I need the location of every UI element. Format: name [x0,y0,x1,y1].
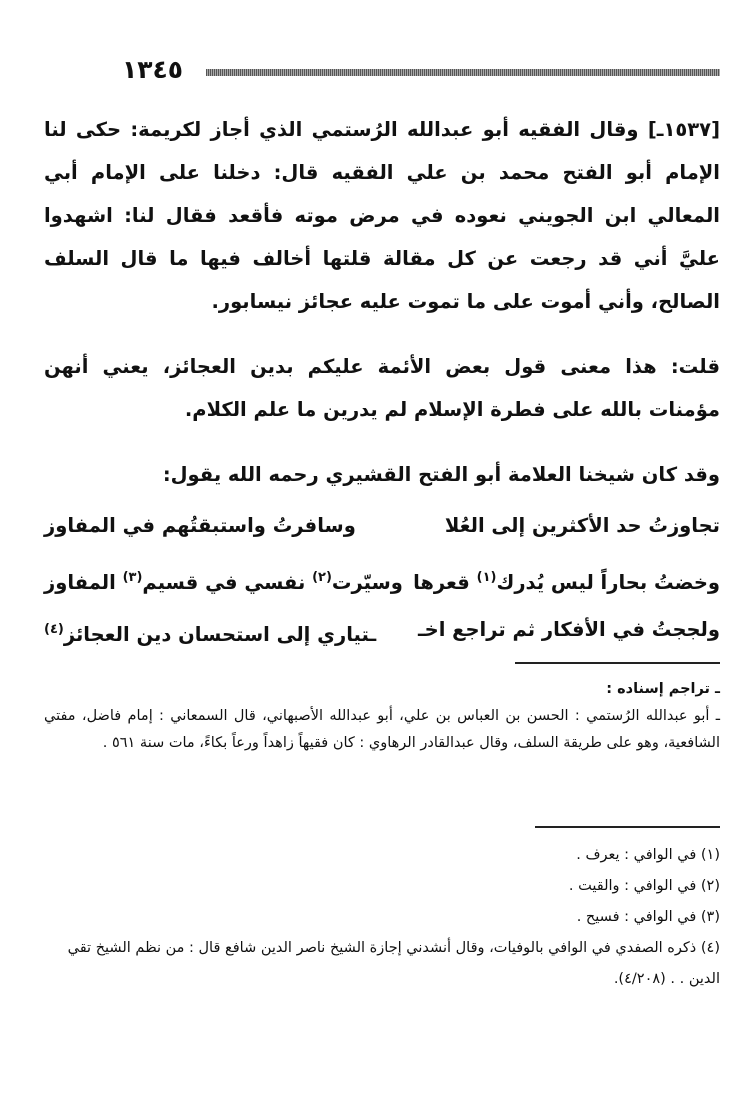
header-rule [206,69,720,76]
poem-verse-1 [44,506,720,546]
verse-2-second-start: وسيّرت [331,571,403,594]
footnote-2: (٢) في الوافي : والقيت . [568,878,720,894]
poem-verse-2 [44,558,720,598]
tarajim-heading: ـ تراجم إسناده : [606,681,720,697]
page-number: ١٣٤٥ [122,55,184,84]
verse-2-second-hemistich [44,558,403,603]
footnote-4: (٤) ذكره الصفدي في الوافي بالوفيات، وقال أنشدني إجازة الشيخ ناصر الدين شافع قال : من نظم الشيخ تقي الدين . . (٤/٢٠٨). [67,940,720,987]
footnote-3: (٣) في الوافي : فسيح . [576,909,720,925]
paragraph-commentary: قلت: هذا معنى قول بعض الأئمة عليكم بدين العجائز، يعني أنهن مؤمنات بالله على فطرة الإسلام لم يدرين ما علم الكلام. [44,355,720,421]
poem-verse-3 [44,610,720,650]
footnote-ref-1: (١) [476,570,497,585]
footnote-ref-3: (٣) [122,570,143,585]
tarajim-separator [515,662,720,664]
footnotes-separator [535,826,720,828]
verse-3-second-text: ـتياري إلى استحسان دين العجائز [63,623,377,646]
paragraph-poem-intro: وقد كان شيخنا العلامة أبو الفتح القشيري رحمه الله يقول: [162,463,720,486]
tarajim-entry: ـ أبو عبدالله الرُستمي : الحسن بن العباس بن علي، أبو عبدالله الأصبهاني، قال السمعاني : إمام فاضل، مفتي الشافعية، وهو على طريقة السلف، وقال عبدالقادر الرهاوي : كان فقيهاً زاهداً ورعاً بكاءً، مات سنة ٥٦١ . [44,708,720,751]
footnotes [44,840,720,995]
verse-2-first-hemistich [413,558,720,603]
page-header [122,56,720,84]
isnad-biographies [44,676,720,757]
verse-2-first-end: قعرها [413,571,477,594]
verse-3-first-hemistich: ولججتُ في الأفكار ثم تراجع اخـ [417,618,720,641]
verse-3-second-hemistich [44,610,376,655]
paragraph-narration: [١٥٣٧ـ] وقال الفقيه أبو عبدالله الرُستمي الذي أجاز لكريمة: حكى لنا الإمام أبو الفتح محمد بن علي الفقيه قال: دخلنا على الإمام أبي المعالي ابن الجويني نعوده في مرض موته فأقعد فقال لنا: اشهدوا عليَّ أني قد رجعت عن كل مقالة قلتها أخالف فيها ما قال السلف الصالح، وأني أموت على ما تموت عليه عجائز نيسابور. [44,118,720,313]
verse-1-first-hemistich: تجاوزتُ حد الأكثرين إلى العُلا [444,514,720,537]
verse-2-second-text: نفسي في قسيم [142,571,313,594]
footnote-ref-2: (٢) [312,570,332,585]
verse-1-second-hemistich: وسافرتُ واستبقتُهم في المفاوز [44,514,356,537]
verse-2-second-end: المفاوز [44,571,123,594]
verse-2-first-text: وخضتُ بحاراً ليس يُدرك [496,571,720,594]
footnote-1: (١) في الوافي : يعرف . [576,847,720,863]
footnote-ref-4: (٤) [44,622,64,637]
